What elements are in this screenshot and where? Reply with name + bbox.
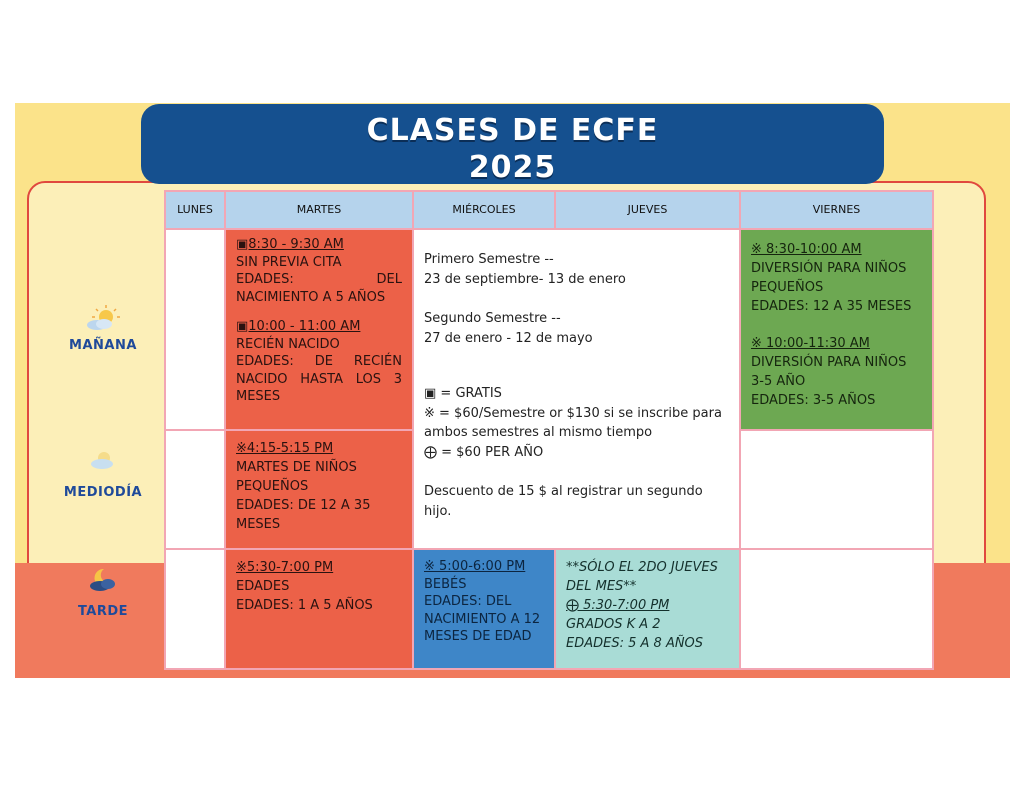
label-morning: MAÑANA: [69, 338, 137, 353]
tuesday-midday-title: MARTES DE NIÑOS PEQUEÑOS: [236, 460, 357, 494]
semester2-label: Segundo Semestre --: [424, 311, 561, 326]
wednesday-afternoon-time: ※ 5:00-6:00 PM: [424, 559, 526, 574]
title-line2: 2025: [468, 150, 557, 185]
tuesday-morning1-title: SIN PREVIA CITA: [236, 254, 342, 270]
friday-afternoon-cell: [739, 548, 934, 670]
tuesday-morning1-ages: EDADES: DEL NACIMIENTO A 5 AÑOS: [236, 272, 402, 305]
wednesday-afternoon-cell: [412, 548, 556, 670]
tuesday-midday-time: ※4:15-5:15 PM: [236, 441, 334, 456]
friday-morning2-title: DIVERSIÓN PARA NIÑOS 3-5 AÑO: [751, 355, 907, 389]
friday-morning2-ages: EDADES: 3-5 AÑOS: [751, 393, 876, 408]
tuesday-morning1-time: ▣8:30 - 9:30 AM: [236, 237, 344, 252]
legend-free: ▣ = GRATIS: [424, 386, 502, 401]
header-wednesday: MIÉRCOLES: [412, 190, 556, 230]
semester1-dates: 23 de septiembre- 13 de enero: [424, 271, 626, 287]
tuesday-morning2-title: RECIÉN NACIDO: [236, 336, 340, 352]
tuesday-afternoon-cell: [224, 548, 414, 670]
thursday-afternoon-title: GRADOS K A 2: [566, 617, 661, 632]
sun-cloud-faint-icon: [82, 444, 126, 474]
tuesday-morning-cell: [224, 228, 414, 431]
tuesday-midday-cell: [224, 429, 414, 550]
discount-note: Descuento de 15 $ al registrar un segundo hijo.: [424, 484, 703, 519]
wednesday-afternoon-title: BEBÉS: [424, 576, 467, 592]
semester2-dates: 27 de enero - 12 de mayo: [424, 330, 593, 346]
tuesday-afternoon-ages: EDADES: 1 A 5 AÑOS: [236, 598, 373, 613]
thursday-afternoon-ages: EDADES: 5 A 8 AÑOS: [566, 636, 704, 651]
label-afternoon: TARDE: [77, 604, 129, 619]
title-banner: [141, 104, 884, 184]
friday-midday-cell: [739, 429, 934, 550]
semester-info-cell: [412, 228, 741, 550]
tuesday-morning2-time: ▣10:00 - 11:00 AM: [236, 319, 361, 334]
thursday-afternoon-note: **SÓLO EL 2DO JUEVES DEL MES**: [566, 560, 718, 594]
wednesday-afternoon-ages: EDADES: DEL NACIMIENTO A 12 MESES DE EDAD: [424, 594, 541, 644]
monday-midday-cell: [164, 429, 226, 550]
schedule-table: [164, 190, 934, 670]
tuesday-afternoon-title: EDADES: [236, 579, 290, 594]
tuesday-midday-ages: EDADES: DE 12 A 35 MESES: [236, 498, 371, 532]
header-tuesday: MARTES: [224, 190, 414, 230]
monday-morning-cell: [164, 228, 226, 431]
moon-cloud-icon: [82, 565, 126, 595]
header-thursday: JUEVES: [554, 190, 741, 230]
label-midday: MEDIODÍA: [63, 485, 143, 500]
tuesday-morning2-ages: EDADES: DE RECIÉN NACIDO HASTA LOS 3 MESES: [236, 354, 402, 404]
header-friday: VIERNES: [739, 190, 934, 230]
semester1-label: Primero Semestre --: [424, 252, 554, 267]
friday-morning-cell: [739, 228, 934, 431]
legend-year: ⨁ = $60 PER AÑO: [424, 444, 544, 460]
tuesday-afternoon-time: ※5:30-7:00 PM: [236, 560, 334, 575]
monday-afternoon-cell: [164, 548, 226, 670]
friday-morning1-ages: EDADES: 12 A 35 MESES: [751, 299, 912, 314]
thursday-afternoon-time: ⨁ 5:30-7:00 PM: [566, 598, 670, 613]
header-monday: LUNES: [164, 190, 226, 230]
friday-morning1-title: DIVERSIÓN PARA NIÑOS PEQUEÑOS: [751, 261, 907, 295]
title-line1: CLASES DE ECFE: [366, 113, 659, 148]
legend-semester: ※ = $60/Semestre or $130 si se inscribe para ambos semestres al mismo tiempo: [424, 405, 722, 440]
friday-morning2-time: ※ 10:00-11:30 AM: [751, 336, 870, 351]
sun-cloud-icon: [82, 303, 126, 333]
thursday-afternoon-cell: [554, 548, 741, 670]
friday-morning1-time: ※ 8:30-10:00 AM: [751, 242, 862, 257]
